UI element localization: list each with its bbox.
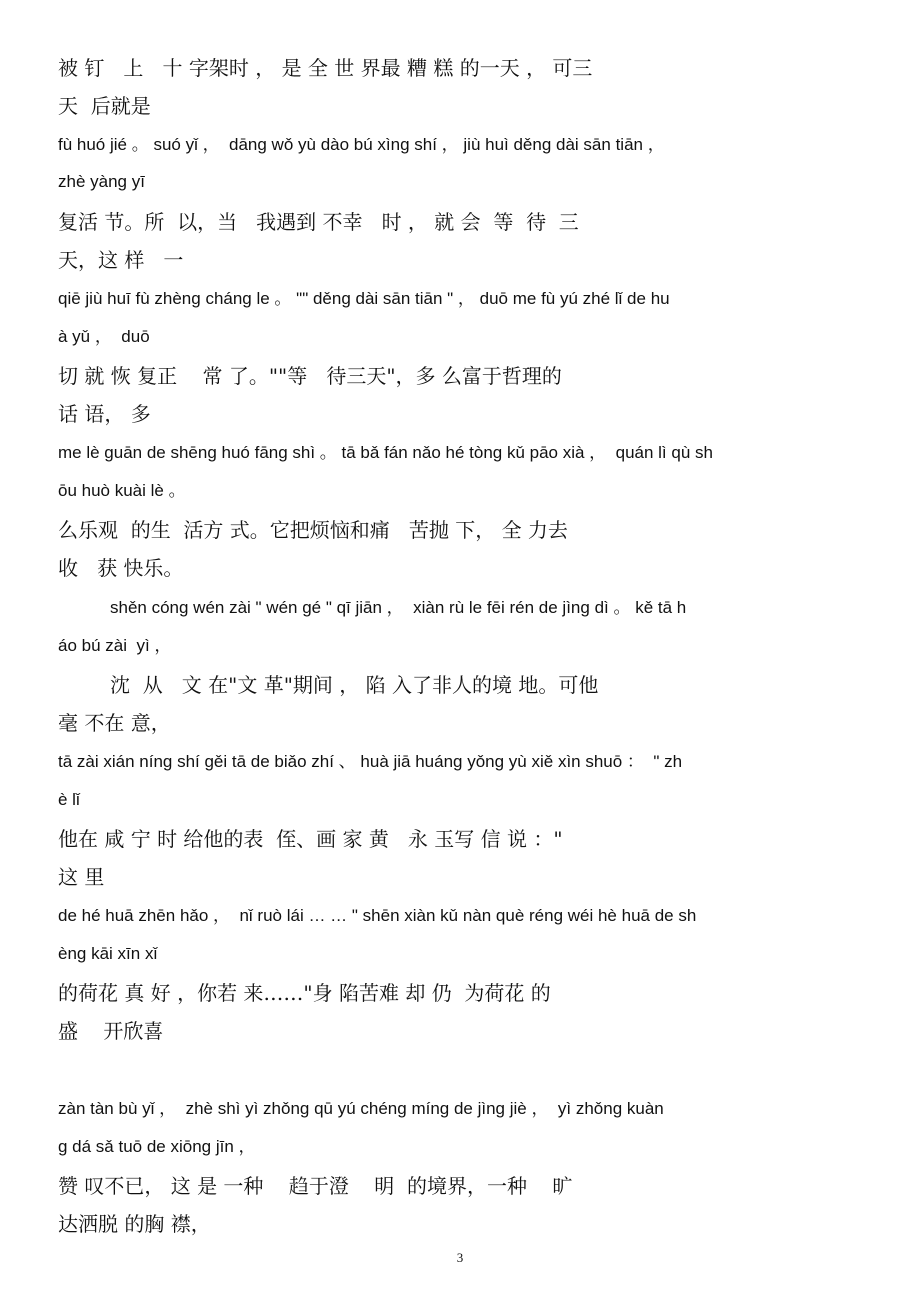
hanzi-line-6: 他在 咸 宁 时 给他的表 侄、画 家 黄 永 玉写 信 说 ：" xyxy=(58,827,563,851)
pinyin-line-4: me lè guān de shēng huó fāng shì 。 tā bǎ fán nǎo hé tòng kǔ pāo xià ， quán lì qù sh xyxy=(58,443,713,462)
hanzi-line-3-wrap: 话 语， 多 xyxy=(58,402,151,426)
pinyin-line-2-wrap: zhè yàng yī xyxy=(58,172,145,191)
pinyin-line-8: zàn tàn bù yǐ ， zhè shì yì zhǒng qū yú chéng míng de jìng jiè ， yì zhǒng kuàn xyxy=(58,1099,664,1118)
pinyin-line-6-wrap: è lǐ xyxy=(58,790,80,809)
pinyin-line-4-wrap: ōu huò kuài lè 。 xyxy=(58,481,186,500)
hanzi-line-4-wrap: 收 获 快乐。 xyxy=(58,556,184,580)
hanzi-line-1-wrap: 天 后就是 xyxy=(58,94,151,118)
pinyin-line-3-wrap: à yǔ ， duō xyxy=(58,327,150,346)
pinyin-line-3: qiē jiù huī fù zhèng cháng le 。 "" děng dài sān tiān " ， duō me fù yú zhé lǐ de hu xyxy=(58,289,670,308)
pinyin-line-8-wrap: g dá sǎ tuō de xiōng jīn ， xyxy=(58,1137,256,1156)
hanzi-line-2: 复活 节。所 以，当 我遇到 不幸 时 ， 就 会 等 待 三 xyxy=(58,210,579,234)
pinyin-line-5: shěn cóng wén zài " wén gé " qī jiān ， xiàn rù le fēi rén de jìng dì 。 kě tā h xyxy=(110,598,687,617)
hanzi-line-5-wrap: 毫 不在 意， xyxy=(58,711,171,735)
pinyin-line-2: fù huó jié 。 suó yǐ ， dāng wǒ yù dào bú xìng shí ， jiù huì děng dài sān tiān ， xyxy=(58,135,665,154)
pinyin-line-6: tā zài xián níng shí gěi tā de biǎo zhí 、 huà jiā huáng yǒng yù xiě xìn shuō ： " zh xyxy=(58,752,683,771)
hanzi-line-8: 赞 叹不已， 这 是 一种 趋于澄 明 的境界，一种 旷 xyxy=(58,1174,573,1198)
pinyin-line-7: de hé huā zhēn hǎo ， nǐ ruò lái … … " shēn xiàn kǔ nàn què réng wéi hè huā de sh xyxy=(58,906,697,925)
hanzi-line-8-wrap: 达洒脱 的胸 襟， xyxy=(58,1212,211,1236)
hanzi-line-4: 么乐观 的生 活方 式。它把烦恼和痛 苦抛 下， 全 力去 xyxy=(58,518,568,542)
pinyin-line-7-wrap: èng kāi xīn xǐ xyxy=(58,944,158,963)
hanzi-line-7-wrap: 盛 开欣喜 xyxy=(58,1019,164,1043)
hanzi-line-2-wrap: 天，这 样 一 xyxy=(58,248,184,272)
hanzi-line-5: 沈 从 文 在"文 革"期间 ， 陷 入了非人的境 地。可他 xyxy=(110,673,599,697)
hanzi-line-7: 的荷花 真 好 ，你若 来……"身 陷苦难 却 仍 为荷花 的 xyxy=(58,981,551,1005)
pinyin-line-5-wrap: áo bú zài yì ， xyxy=(58,636,172,655)
hanzi-line-3: 切 就 恢 复正 常 了。""等 待三天"，多 么富于哲理的 xyxy=(58,364,562,388)
hanzi-line-6-wrap: 这 里 xyxy=(58,865,105,889)
hanzi-line-1: 被 钉 上 十 字架时 ， 是 全 世 界最 糟 糕 的一天 ， 可三 xyxy=(58,56,593,80)
page-number: 3 xyxy=(456,1250,464,1265)
